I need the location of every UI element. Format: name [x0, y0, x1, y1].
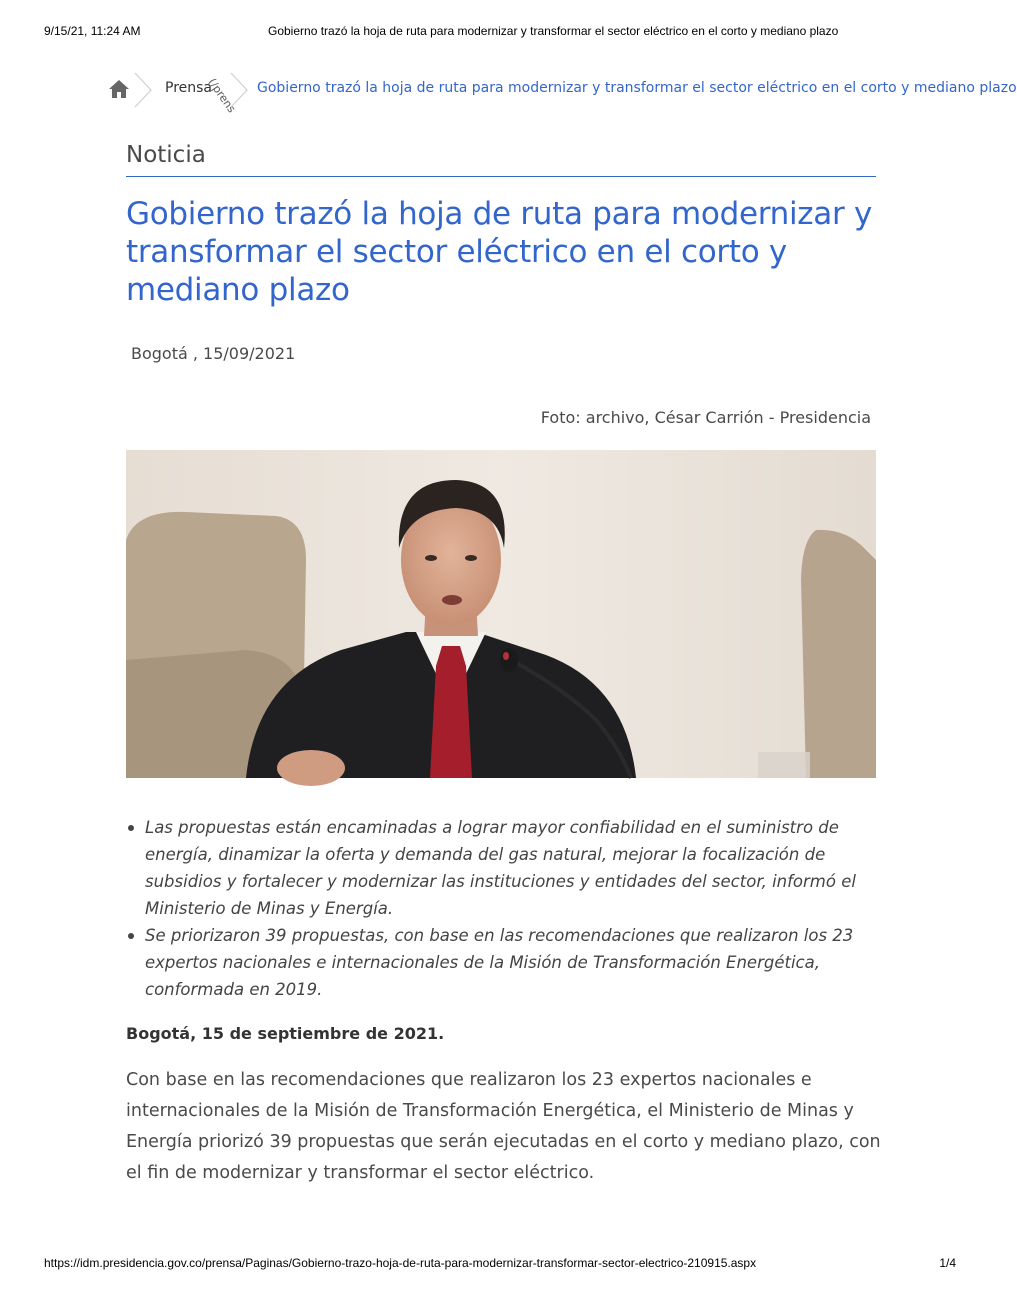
- breadcrumb-prensa-link[interactable]: Prensa: [165, 80, 213, 96]
- bullet-icon: [128, 933, 134, 939]
- article-highlights: [126, 814, 897, 1003]
- chevron-right-icon: [132, 72, 154, 108]
- breadcrumb-current[interactable]: Gobierno trazó la hoja de ruta para modernizar y transformar el sector eléctrico en el corto y mediano plazo: [257, 80, 1017, 96]
- print-timestamp: 9/15/21, 11:24 AM: [44, 24, 141, 38]
- article-body-paragraph: Con base en las recomendaciones que realizaron los 23 expertos nacionales e internacionales de la Misión de Transformación Energética, el Ministerio de Minas y Energía priorizó 39 propuestas que serán ejecutadas en el corto y mediano plazo, con el fin de modernizar y transformar el sector eléctrico.: [126, 1070, 881, 1183]
- print-page-number: 1/4: [939, 1256, 956, 1270]
- breadcrumb-slug: (/prens: [205, 76, 239, 116]
- photo-credit: Foto: archivo, César Carrión - Presidencia: [540, 408, 871, 427]
- article-lead-date: Bogotá, 15 de septiembre de 2021.: [126, 1024, 445, 1043]
- highlight-text: Se priorizaron 39 propuestas, con base en las recomendaciones que realizaron los 23 expertos nacionales e internacionales de la Misión de Transformación Energética, conformada en 2019.: [145, 926, 854, 999]
- section-label: Noticia: [126, 142, 206, 168]
- breadcrumb: [106, 72, 1017, 116]
- highlight-text: Las propuestas están encaminadas a lograr mayor confiabilidad en el suministro de energía, dinamizar la oferta y demanda del gas natural, mejorar la focalización de subsidios y fortalecer y modernizar las instituciones y entidades del sector, informó el Ministerio de Minas y Energía.: [145, 818, 856, 918]
- bullet-icon: [128, 825, 134, 831]
- print-url: https://idm.presidencia.gov.co/prensa/Paginas/Gobierno-trazo-hoja-de-ruta-para-modernizar-transformar-sector-electrico-210915.aspx: [44, 1256, 757, 1270]
- highlight-item: [145, 814, 897, 922]
- chevron-right-icon: [228, 72, 250, 108]
- highlight-item: [145, 922, 897, 1003]
- print-page-title: Gobierno trazó la hoja de ruta para modernizar y transformar el sector eléctrico en el corto y mediano plazo: [268, 24, 839, 38]
- article-photo: [126, 450, 876, 778]
- home-icon[interactable]: [106, 76, 132, 102]
- article-headline: Gobierno trazó la hoja de ruta para modernizar y transformar el sector eléctrico en el corto y mediano plazo: [126, 196, 873, 308]
- section-divider: [126, 176, 876, 177]
- article-dateline: Bogotá , 15/09/2021: [131, 344, 296, 363]
